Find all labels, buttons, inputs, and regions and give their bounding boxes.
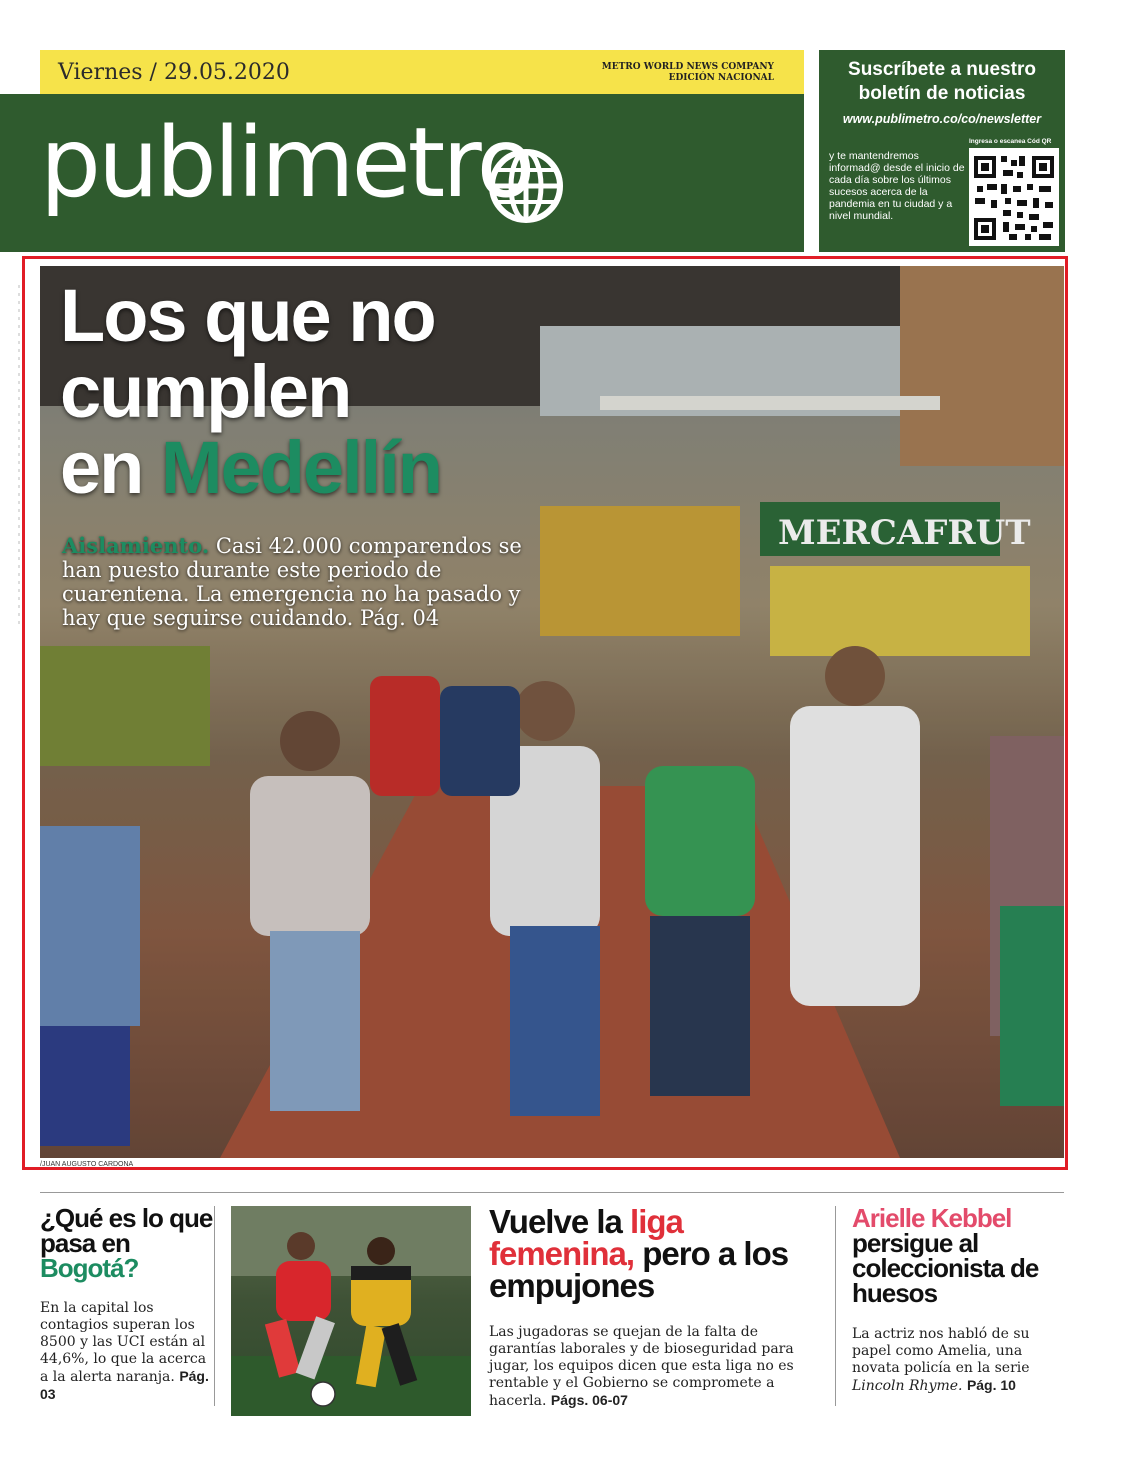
story-arielle-kebbel-headline[interactable]: Arielle Kebbel persigue al coleccionista de huesos [852,1203,1039,1308]
story-liga-femenina-body: Las jugadoras se quejan de la falta de garantías laborales y de bioseguridad para jugar, los equipos dicen que esta liga no es rentable y el Gobierno se compromete a hacerla. Págs. 06-07 [489,1324,794,1409]
newsletter-title: Suscríbete a nuestro boletín de noticias [848,59,1036,104]
column-divider [835,1206,836,1406]
section-divider [40,1192,1064,1193]
womens-soccer-photo [231,1206,471,1416]
cover-headline[interactable]: Los que no cumplen en Medellín [60,274,441,509]
deck-kicker: Aislamiento. [62,533,210,558]
qr-caption: Ingresa o escanea Cód QR [969,138,1052,145]
page-reference[interactable]: Pág. 10 [966,1377,1016,1393]
newsletter-url[interactable]: www.publimetro.co/co/newsletter [842,112,1042,126]
story-arielle-kebbel-body: La actriz nos habló de su papel como Amelia, una novata policía en la serie Lincoln Rhyme. Pág. 10 [852,1326,1030,1394]
series-title: Lincoln Rhyme. [852,1378,963,1394]
soccer-scene-illustration [231,1206,471,1416]
cover-deck [62,534,552,630]
page-reference[interactable]: Págs. 06-07 [550,1392,628,1408]
edition-name: EDICIÓN NACIONAL [668,73,774,83]
publimetro-logo: publimetro [40,107,533,219]
page-reference[interactable]: Pág. 03 [40,1368,209,1402]
globe-icon [488,148,564,224]
story-liga-femenina-headline[interactable]: Vuelve la liga femenina, pero a los empujones [489,1203,789,1304]
deck-text: Casi 42.000 comparendos se han puesto durante este periodo de cuarentena. La emergencia no ha pasado y hay que seguirse cuidando. Pág. 04 [62,534,522,630]
column-divider [214,1206,215,1406]
story-bogota-headline[interactable]: ¿Qué es lo que pasa en Bogotá? [40,1203,213,1283]
story-bogota-body: En la capital los contagios superan los 8500 y las UCI están al 44,6%, lo que la acerca a la alerta naranja. Pág. 03 [40,1300,209,1402]
newsletter-box[interactable] [819,50,1065,252]
publisher-line [602,62,774,84]
soccer-ball-icon [311,1382,335,1406]
photo-credit: /JUAN AUGUSTO CARDONA [40,1161,134,1168]
issue-date: Viernes / 29.05.2020 [58,60,290,85]
newsletter-description: y te mantendremos informad@ desde el inicio de cada día sobre los últimos sucesos acerca de la pandemia en tu ciudad y a nivel mundial. [829,150,965,222]
headline-highlight-city: Medellín [160,426,441,509]
qr-code-icon[interactable] [969,148,1059,246]
date-bar [40,50,804,94]
publisher-name: METRO WORLD NEWS COMPANY [601,62,774,72]
